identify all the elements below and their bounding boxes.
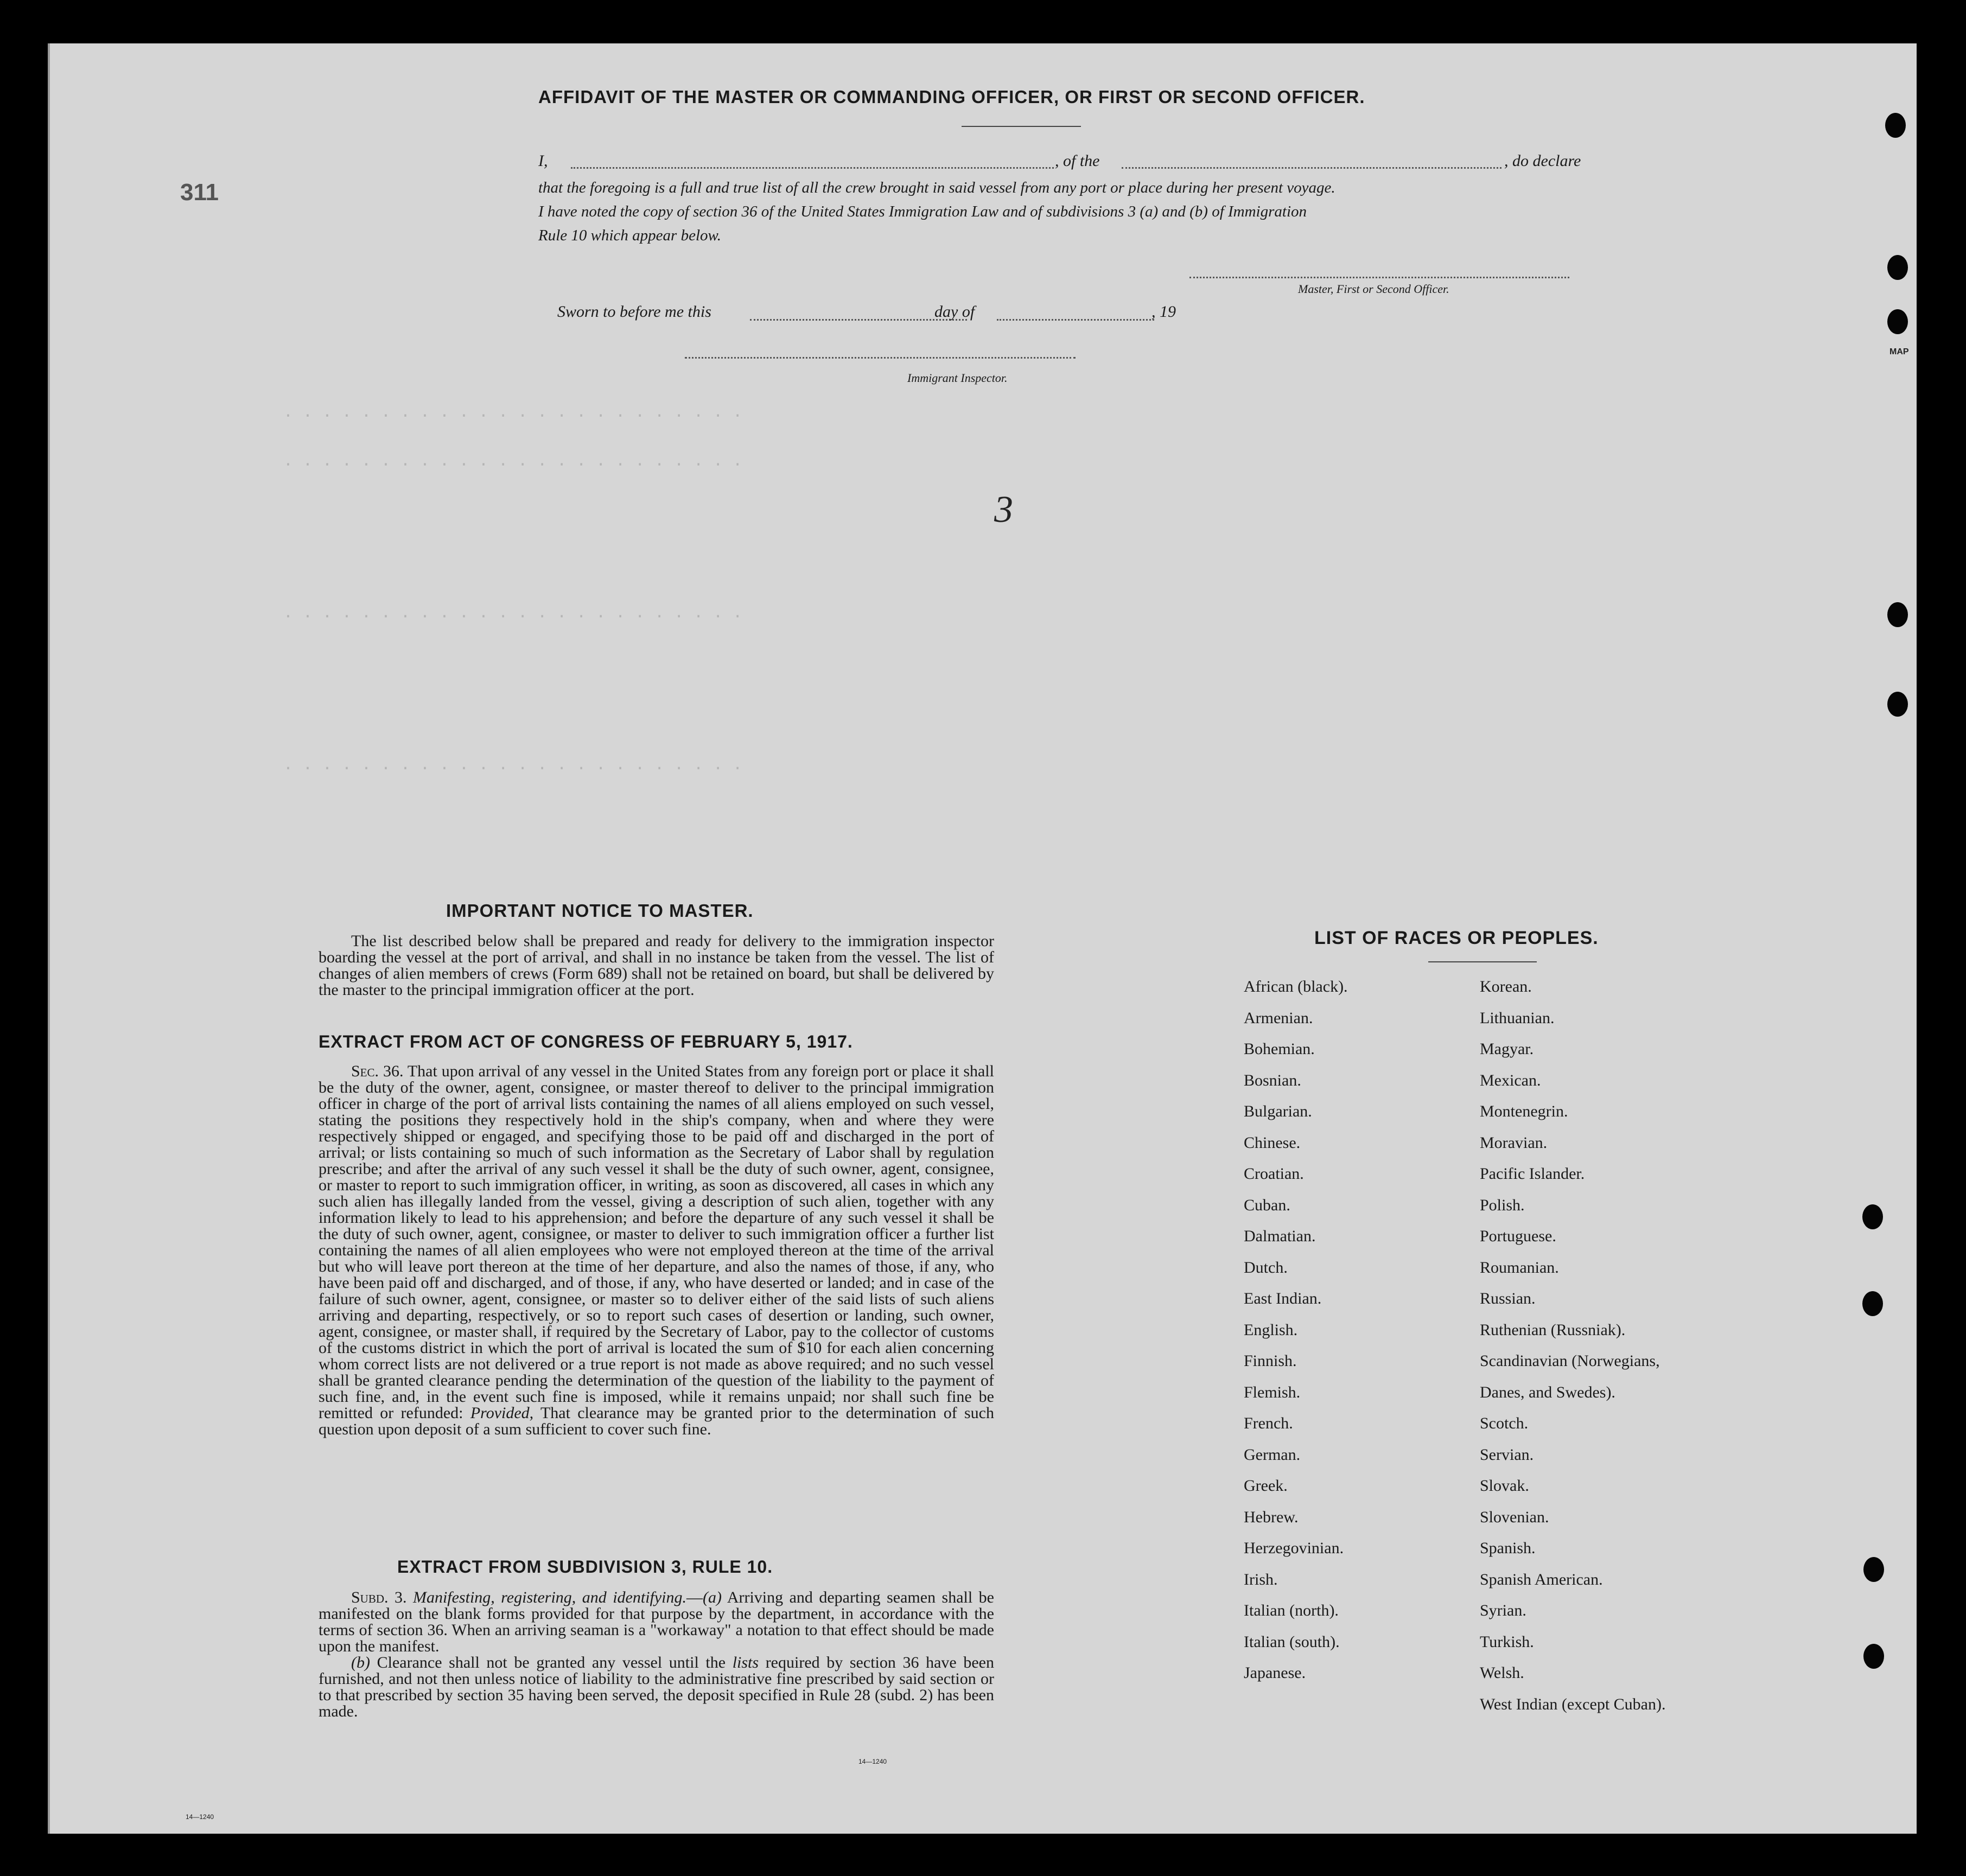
b-lists: lists [732,1654,759,1671]
punch-hole [1863,1644,1884,1669]
notice-text: The list described below shall be prepared and ready for delivery to the immigration inspector boarding the vessel at the port of arrival, and shall in no instance be taken from the vessel. The list of changes of alien members of crews (Form 689) shall not be retained on board, but shall be delivered by the master to the principal immigration officer at the port. [319,932,994,999]
affidavit-declare: , do declare [1504,152,1581,170]
punch-hole [1887,602,1908,627]
act-text-end: That clearance may be granted prior to the determination of such question upon deposit of a sum sufficient to cover such fine. [319,1404,994,1438]
b-text-1: Clearance shall not be granted any vessel until the [377,1654,726,1671]
a-text: Arriving and departing seamen shall be manifested on the blank forms provided for that purpose by the department, in accordance with the terms of section 36. When an arriving seaman is a "workaway" a notation to that effect should be made upon the manifest. [319,1588,994,1655]
rule-title: EXTRACT FROM SUBDIVISION 3, RULE 10. [397,1557,773,1577]
race-item: Slovenian. [1480,1508,1549,1526]
ghost-row-4: · · · · · · · · · · · · · · · · · · · · · · · · [283,760,743,778]
punch-hole [1863,1557,1884,1582]
race-item: English. [1244,1320,1298,1339]
punch-hole [1862,1291,1883,1316]
ghost-row-1: · · · · · · · · · · · · · · · · · · · · · · · · [283,407,743,425]
races-rule [1428,961,1537,962]
race-item: Cuban. [1244,1196,1290,1214]
form-number-left: 14—1240 [186,1813,214,1821]
map-mark: MAP [1889,347,1909,356]
race-item: Spanish American. [1480,1570,1603,1588]
ghost-row-2: · · · · · · · · · · · · · · · · · · · · · · · · [283,456,743,474]
punch-hole [1885,113,1906,138]
race-item: Mexican. [1480,1071,1541,1089]
race-item: West Indian (except Cuban). [1480,1695,1666,1713]
race-item: French. [1244,1414,1293,1432]
race-item: Chinese. [1244,1133,1301,1152]
manifest-sheet [48,43,1917,1834]
race-item: Ruthenian (Russniak). [1480,1320,1626,1339]
race-item: Roumanian. [1480,1258,1559,1277]
race-item: Montenegrin. [1480,1102,1568,1120]
inspector-label: Immigrant Inspector. [907,371,1008,385]
race-item: Irish. [1244,1570,1278,1588]
race-item: Syrian. [1480,1601,1526,1619]
notice-body [319,933,994,998]
handwritten-mark: 3 [994,489,1013,531]
race-item: Italian (south). [1244,1632,1340,1651]
day-of: day of [934,303,975,321]
affidavit-i: I, [538,152,548,170]
race-item: Slovak. [1480,1477,1529,1495]
race-item: Japanese. [1244,1664,1306,1682]
race-item: Lithuanian. [1480,1009,1555,1027]
race-item: Scandinavian (Norwegians, [1480,1352,1660,1370]
affidavit-of-the: , of the [1055,152,1100,170]
act-paragraph [319,1063,994,1438]
race-item: Finnish. [1244,1352,1297,1370]
race-item: Croatian. [1244,1165,1304,1183]
signature-label: Master, First or Second Officer. [1298,282,1449,296]
race-item: Pacific Islander. [1480,1165,1585,1183]
race-item: Korean. [1480,978,1532,996]
race-item: Dutch. [1244,1258,1288,1277]
act-body [319,1063,994,1438]
races-title: LIST OF RACES OR PEOPLES. [1314,928,1599,948]
b-label: (b) [351,1654,370,1671]
race-item: Servian. [1480,1445,1534,1464]
race-item: Polish. [1480,1196,1525,1214]
title-rule [962,126,1081,127]
year-prefix: , 19 [1151,303,1176,321]
races-column-2 [1480,971,1665,1720]
race-item: Bosnian. [1244,1071,1301,1089]
punch-hole [1862,1204,1883,1229]
provided-word: Provided, [470,1404,534,1422]
race-item: Flemish. [1244,1383,1301,1401]
race-item: Dalmatian. [1244,1227,1316,1245]
race-item: Bulgarian. [1244,1102,1312,1120]
race-item: Portuguese. [1480,1227,1556,1245]
race-item: African (black). [1244,978,1348,996]
punch-hole [1887,692,1908,717]
sworn-month-field[interactable] [997,319,1154,321]
punch-hole [1887,309,1908,334]
race-item: Turkish. [1480,1632,1534,1651]
race-item: East Indian. [1244,1290,1322,1307]
notice-title: IMPORTANT NOTICE TO MASTER. [446,901,754,921]
affidavit-line-3: I have noted the copy of section 36 of the United States Immigration Law and of subdivisions 3 (a) and (b) of Immigration [538,203,1307,220]
name-field[interactable] [571,167,1054,169]
punch-hole [1887,255,1908,280]
race-item: Armenian. [1244,1009,1313,1027]
affidavit-line-4: Rule 10 which appear below. [538,227,721,244]
sworn-text: Sworn to before me this [557,303,711,321]
rule-paragraph-a: Subd. 3. Manifesting, registering, and identifying.—(a) Arriving and departing seamen shall be manifested on the blank forms provided for that purpose by the department, in accordance with the terms of section 36. When an arriving seaman is a "workaway" a notation to that effect should be made upon the manifest. [319,1588,994,1655]
signature-field[interactable] [1189,277,1569,278]
race-item: Herzegovinian. [1244,1539,1344,1557]
rule-body [319,1590,994,1720]
race-item: Spanish. [1480,1539,1536,1557]
sec-label: Sec. 36. [351,1062,404,1080]
race-item: Russian. [1480,1290,1536,1307]
races-column-1 [1244,971,1348,1689]
rule-paragraph-b [319,1655,994,1720]
ghost-row-3: · · · · · · · · · · · · · · · · · · · · · · · · [283,608,743,626]
form-number-center: 14—1240 [858,1758,887,1765]
race-item: Scotch. [1480,1414,1529,1432]
race-item: Moravian. [1480,1133,1548,1152]
a-label: (a) [703,1588,722,1606]
race-item: Danes, and Swedes). [1480,1383,1615,1401]
affidavit-title: AFFIDAVIT OF THE MASTER OR COMMANDING OFFICER, OR FIRST OR SECOND OFFICER. [538,87,1365,107]
vessel-field[interactable] [1122,167,1501,169]
b-text-2: required by section 36 have been furnished, and not then unless notice of liability to the administrative fine prescribed by said section or to that prescribed by section 35 having been served, the deposit specified in Rule 28 (subd. 2) has been made. [319,1654,994,1720]
race-item: Welsh. [1480,1664,1524,1682]
race-item: Magyar. [1480,1040,1534,1058]
act-text: That upon arrival of any vessel in the United States from any foreign port or place it shall be the duty of the owner, agent, consignee, or master thereof to deliver to the principal immigration officer in charge of the port of arrival lists containing the names of all aliens employed on such vessel, stating the positions they respectively hold in the ship's company, when and where they were respectively shipped or engaged, and specifying those to be paid off and discharged in the port of arrival; or lists containing so much of such information as the Secretary of Labor shall by regulation prescribe; and after the arrival of any such vessel it shall be the duty of such owner, agent, consignee, or master to report to such immigration officer, in writing, as soon as discovered, all cases in which any such alien has illegally landed from the vessel, giving a description of such alien, together with any information likely to lead to his apprehension; and before the departure of any such vessel it shall be the duty of such owner, agent, consignee, or master to deliver to such immigration officer a further list containing the names of all alien employees who were not employed thereon at the time of the arrival but who will leave port thereon at the time of her departure, and also the names of those, if any, who have been paid off and discharged, and of those, if any, who have deserted or landed; and in case of the failure of such owner, agent, consignee, or master so to deliver either of the said lists of such aliens arriving and departing, respectively, or so to report such cases of desertion or landing, such owner, agent, consignee, or master shall, if required by the Secretary of Labor, pay to the collector of customs of the customs district in which the port of arrival is located the sum of $10 for each alien concerning whom correct lists are not delivered or a true report is not made as above required; and no such vessel shall be granted clearance pending the determination of the question of the liability to the payment of such fine, and, in the event such fine is imposed, while it remains unpaid; nor shall such fine be remitted or refunded: [319,1062,994,1422]
race-item: Bohemian. [1244,1040,1315,1058]
race-item: Greek. [1244,1477,1288,1495]
affidavit-line-2: that the foregoing is a full and true list of all the crew brought in said vessel from any port or place during her present voyage. [538,179,1335,196]
subd-label: Subd. 3. [351,1588,407,1606]
race-item: German. [1244,1445,1301,1464]
race-item: Hebrew. [1244,1508,1299,1526]
act-title: EXTRACT FROM ACT OF CONGRESS OF FEBRUARY 5, 1917. [319,1032,853,1051]
subd-heading: Manifesting, registering, and identifying. [412,1588,687,1606]
race-item: Italian (north). [1244,1601,1339,1619]
left-stamp: 311 [180,179,219,206]
inspector-signature-field[interactable] [685,357,1076,359]
